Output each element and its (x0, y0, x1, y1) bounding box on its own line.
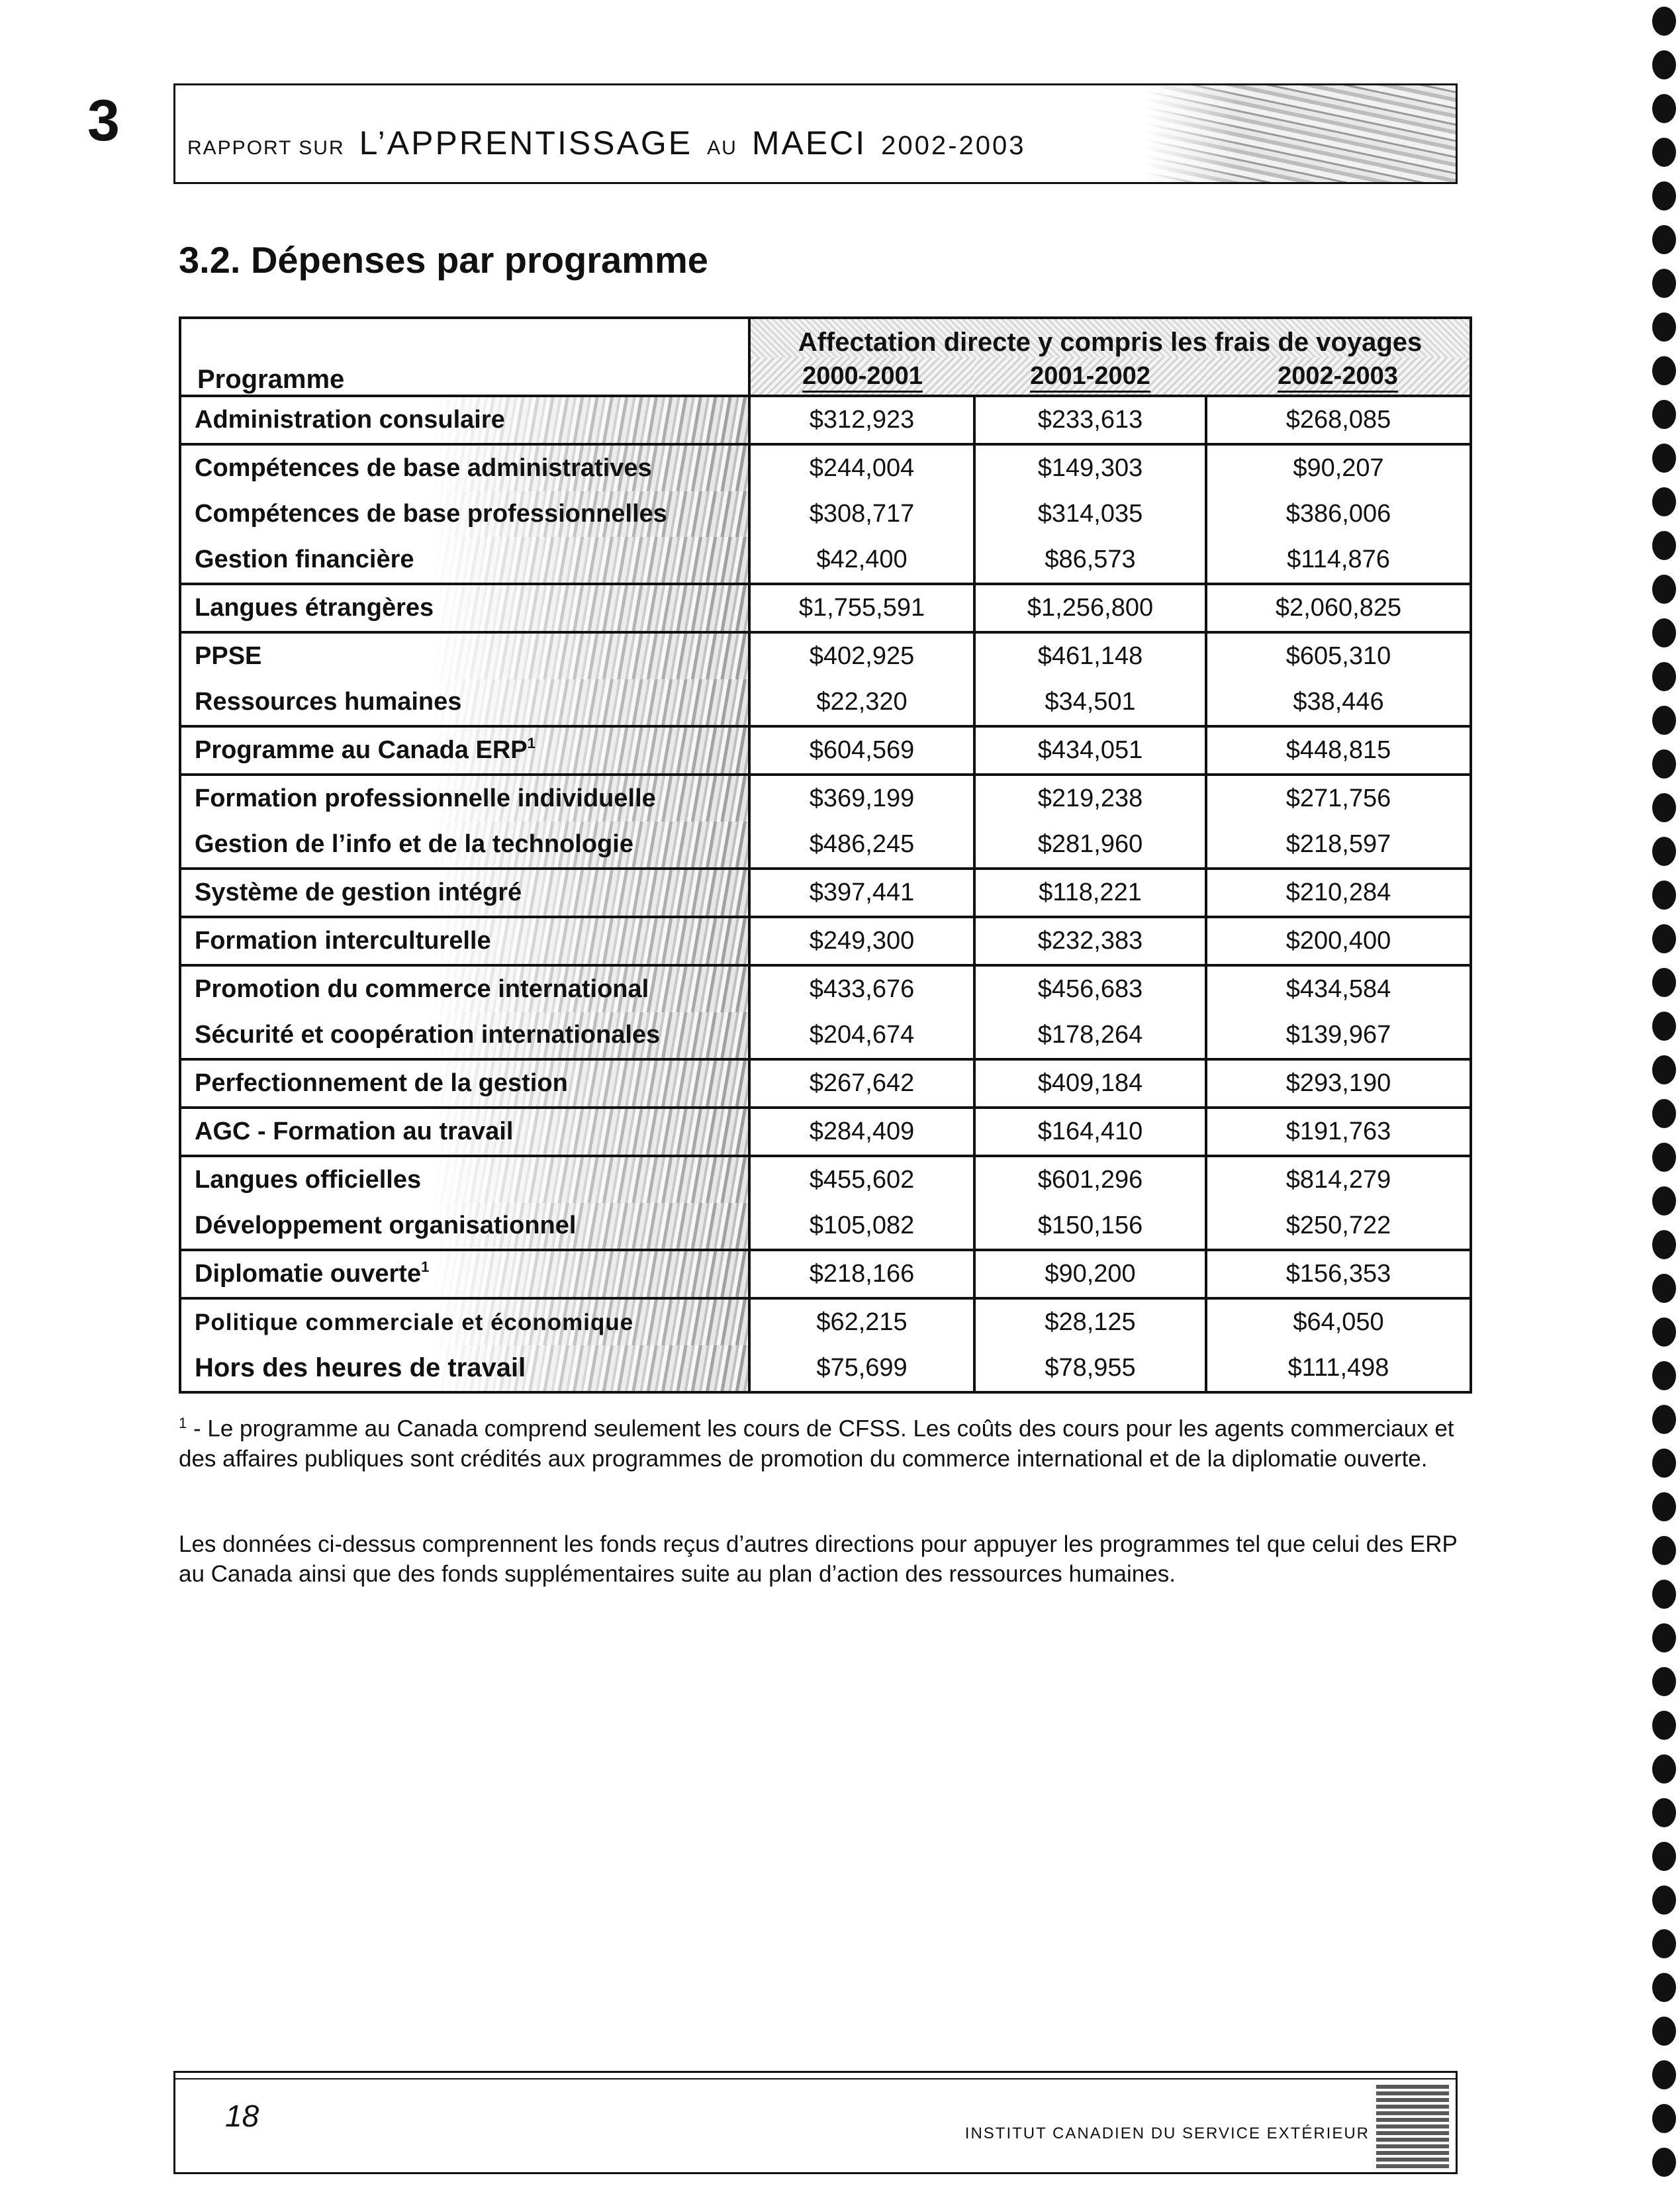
binder-hole (1652, 356, 1676, 385)
amount-cell: $118,221 (974, 869, 1206, 917)
program-name: Développement organisationnel (195, 1212, 577, 1239)
amount-cell: $461,148 (974, 632, 1206, 679)
program-name: Programme au Canada ERP (195, 736, 528, 764)
report-title (187, 124, 1025, 162)
amount-cell: $244,004 (749, 444, 974, 491)
amount-cell: $75,699 (749, 1345, 974, 1392)
allocation-group-header: Affectation directe y compris les frais de voyages (749, 318, 1471, 358)
amount-cell: $456,683 (974, 965, 1206, 1012)
amount-cell: $86,573 (974, 537, 1206, 584)
amount-cell: $604,569 (749, 726, 974, 775)
year-header-label: 2001-2002 (1030, 362, 1150, 393)
binder-hole (1652, 181, 1676, 211)
program-name: Gestion financière (195, 546, 414, 573)
binder-hole (1652, 924, 1676, 953)
amount-cell: $200,400 (1206, 917, 1471, 965)
binder-hole (1652, 225, 1676, 254)
binder-hole (1652, 2060, 1676, 2089)
table-row (180, 1108, 1471, 1156)
program-name-cell (180, 1250, 749, 1298)
table-row (180, 1059, 1471, 1108)
year-header (749, 358, 974, 396)
binder-hole (1652, 7, 1676, 36)
program-name: Politique commerciale et économique (195, 1309, 634, 1335)
table-row (180, 1203, 1471, 1250)
amount-cell: $78,955 (974, 1345, 1206, 1392)
amount-cell: $601,296 (974, 1156, 1206, 1203)
amount-cell: $434,051 (974, 726, 1206, 775)
amount-cell: $281,960 (974, 822, 1206, 869)
amount-cell: $268,085 (1206, 396, 1471, 444)
table-row (180, 1250, 1471, 1298)
program-name-cell (180, 869, 749, 917)
amount-cell: $402,925 (749, 632, 974, 679)
table-row (180, 679, 1471, 726)
table-row (180, 726, 1471, 775)
binder-hole (1652, 312, 1676, 342)
program-name: AGC - Formation au travail (195, 1118, 514, 1145)
binder-hole (1652, 1536, 1676, 1565)
binder-hole (1652, 881, 1676, 910)
binder-hole (1652, 1580, 1676, 1609)
table-row (180, 584, 1471, 632)
amount-cell: $2,060,825 (1206, 584, 1471, 632)
title-org: MAECI (751, 124, 867, 162)
program-name: Hors des heures de travail (195, 1353, 526, 1382)
program-name-cell (180, 1059, 749, 1108)
program-name-cell (180, 965, 749, 1012)
program-name: Gestion de l’info et de la technologie (195, 830, 633, 858)
program-name-cell (180, 632, 749, 679)
binder-hole (1652, 2104, 1676, 2133)
amount-cell: $218,597 (1206, 822, 1471, 869)
amount-cell: $312,923 (749, 396, 974, 444)
binder-hole (1652, 793, 1676, 822)
binder-hole (1652, 1842, 1676, 1871)
table-row (180, 396, 1471, 444)
table-row (180, 1298, 1471, 1345)
year-header-label: 2000-2001 (802, 362, 923, 393)
title-prefix: RAPPORT SUR (187, 137, 345, 159)
amount-cell: $204,674 (749, 1012, 974, 1059)
amount-cell: $105,082 (749, 1203, 974, 1250)
amount-cell: $486,245 (749, 822, 974, 869)
program-name-cell (180, 1156, 749, 1203)
amount-cell: $250,722 (1206, 1203, 1471, 1250)
amount-cell: $293,190 (1206, 1059, 1471, 1108)
binder-hole (1652, 1711, 1676, 1740)
report-header (173, 83, 1458, 184)
expenses-table (179, 316, 1472, 1394)
title-au: AU (707, 137, 737, 159)
amount-cell: $605,310 (1206, 632, 1471, 679)
program-name-cell (180, 1298, 749, 1345)
table-body (180, 396, 1471, 1392)
footnote-marker: 1 (179, 1415, 187, 1431)
binder-hole (1652, 749, 1676, 779)
program-name: Langues officielles (195, 1166, 422, 1194)
program-name-cell (180, 679, 749, 726)
amount-cell: $149,303 (974, 444, 1206, 491)
amount-cell: $434,584 (1206, 965, 1471, 1012)
program-name: Diplomatie ouverte (195, 1260, 422, 1288)
binder-hole (1652, 1361, 1676, 1390)
binder-hole (1652, 487, 1676, 516)
page-footer (173, 2071, 1458, 2174)
table-row (180, 1345, 1471, 1392)
binder-hole (1652, 1623, 1676, 1652)
program-name-cell (180, 1012, 749, 1059)
program-name-cell (180, 1108, 749, 1156)
amount-cell: $386,006 (1206, 491, 1471, 537)
amount-cell: $28,125 (974, 1298, 1206, 1345)
binder-hole (1652, 1230, 1676, 1259)
amount-cell: $433,676 (749, 965, 974, 1012)
amount-cell: $233,613 (974, 396, 1206, 444)
title-main: L’APPRENTISSAGE (359, 124, 693, 162)
binder-hole (1652, 837, 1676, 866)
program-name-cell (180, 537, 749, 584)
amount-cell: $232,383 (974, 917, 1206, 965)
amount-cell: $314,035 (974, 491, 1206, 537)
binder-hole (1652, 50, 1676, 79)
funding-note: Les données ci-dessus comprennent les fonds reçus d’autres directions pour appuyer les programmes tel que celui des ERP au Canada ainsi que des fonds supplémentaires suite au plan d’action des ressources humaines. (179, 1531, 1458, 1587)
amount-cell: $448,815 (1206, 726, 1471, 775)
chapter-number: 3 (87, 87, 120, 153)
amount-cell: $1,755,591 (749, 584, 974, 632)
amount-cell: $249,300 (749, 917, 974, 965)
amount-cell: $271,756 (1206, 775, 1471, 822)
amount-cell: $178,264 (974, 1012, 1206, 1059)
amount-cell: $111,498 (1206, 1345, 1471, 1392)
binder-hole (1652, 1186, 1676, 1216)
binder-hole (1652, 138, 1676, 167)
program-name: Sécurité et coopération internationales (195, 1021, 661, 1049)
binder-hole (1652, 1143, 1676, 1172)
table-row (180, 444, 1471, 491)
binder-hole (1652, 1929, 1676, 1958)
binder-hole (1652, 662, 1676, 691)
amount-cell: $90,207 (1206, 444, 1471, 491)
binder-hole (1652, 1405, 1676, 1434)
amount-cell: $210,284 (1206, 869, 1471, 917)
amount-cell: $455,602 (749, 1156, 974, 1203)
binder-hole (1652, 1012, 1676, 1041)
amount-cell: $38,446 (1206, 679, 1471, 726)
binder-hole (1652, 968, 1676, 997)
amount-cell: $22,320 (749, 679, 974, 726)
table-row (180, 1012, 1471, 1059)
program-name-cell (180, 1203, 749, 1250)
binder-hole (1652, 94, 1676, 123)
amount-cell: $267,642 (749, 1059, 974, 1108)
program-name-cell (180, 491, 749, 537)
binder-holes (1652, 7, 1677, 2191)
amount-cell: $814,279 (1206, 1156, 1471, 1203)
binder-hole (1652, 1274, 1676, 1303)
amount-cell: $64,050 (1206, 1298, 1471, 1345)
table-row (180, 537, 1471, 584)
binder-hole (1652, 1667, 1676, 1696)
binder-hole (1652, 269, 1676, 298)
amount-cell: $191,763 (1206, 1108, 1471, 1156)
program-name-cell (180, 822, 749, 869)
program-name: Compétences de base administratives (195, 454, 652, 482)
amount-cell: $218,166 (749, 1250, 974, 1298)
binder-hole (1652, 1099, 1676, 1128)
amount-cell: $90,200 (974, 1250, 1206, 1298)
footnote-ref: 1 (421, 1259, 430, 1275)
program-name-cell (180, 917, 749, 965)
header-photo-image (1144, 85, 1456, 182)
binder-hole (1652, 1754, 1676, 1784)
footnote-text: - Le programme au Canada comprend seulement les cours de CFSS. Les coûts des cours pour les agents commerciaux et des affaires publiques sont crédités aux programmes de promotion du commerce international et de la diplomatie ouverte. (179, 1415, 1454, 1472)
page-number: 18 (225, 2099, 259, 2133)
amount-cell: $34,501 (974, 679, 1206, 726)
program-name: Formation interculturelle (195, 927, 491, 955)
amount-cell: $308,717 (749, 491, 974, 537)
program-name: Compétences de base professionnelles (195, 500, 667, 528)
footer-rule (175, 2078, 1456, 2079)
program-name-cell (180, 775, 749, 822)
amount-cell: $1,256,800 (974, 584, 1206, 632)
footer-organization: INSTITUT CANADIEN DU SERVICE EXTÉRIEUR (964, 2124, 1370, 2142)
footnote (179, 1408, 1470, 1474)
binder-hole (1652, 618, 1676, 647)
table-row (180, 869, 1471, 917)
year-header-label: 2002-2003 (1278, 362, 1398, 393)
title-years: 2002-2003 (881, 131, 1026, 160)
program-name-cell (180, 1345, 749, 1392)
program-name-cell (180, 726, 749, 775)
amount-cell: $139,967 (1206, 1012, 1471, 1059)
program-name: Promotion du commerce international (195, 975, 649, 1003)
binder-hole (1652, 1798, 1676, 1827)
table-row (180, 822, 1471, 869)
binder-hole (1652, 1886, 1676, 1915)
binder-hole (1652, 531, 1676, 560)
program-name: Ressources humaines (195, 688, 462, 716)
year-header (974, 358, 1206, 396)
table-row (180, 632, 1471, 679)
table-row (180, 1156, 1471, 1203)
footnote-ref: 1 (527, 735, 536, 751)
binder-hole (1652, 444, 1676, 473)
institute-logo-icon (1376, 2082, 1449, 2168)
section-title: 3.2. Dépenses par programme (179, 239, 708, 281)
program-name: Perfectionnement de la gestion (195, 1069, 568, 1097)
binder-hole (1652, 575, 1676, 604)
amount-cell: $114,876 (1206, 537, 1471, 584)
program-name: Formation professionnelle individuelle (195, 785, 656, 812)
binder-hole (1652, 1449, 1676, 1478)
amount-cell: $219,238 (974, 775, 1206, 822)
amount-cell: $156,353 (1206, 1250, 1471, 1298)
program-name-cell (180, 396, 749, 444)
table-row (180, 775, 1471, 822)
program-name: Administration consulaire (195, 406, 505, 434)
table-row (180, 965, 1471, 1012)
program-name-cell (180, 444, 749, 491)
binder-hole (1652, 2017, 1676, 2046)
binder-hole (1652, 1492, 1676, 1521)
amount-cell: $62,215 (749, 1298, 974, 1345)
program-name: Système de gestion intégré (195, 879, 522, 906)
binder-hole (1652, 706, 1676, 735)
program-column-header: Programme (180, 318, 749, 396)
program-name: PPSE (195, 642, 262, 670)
table-row (180, 917, 1471, 965)
binder-hole (1652, 2148, 1676, 2177)
binder-hole (1652, 1055, 1676, 1084)
amount-cell: $284,409 (749, 1108, 974, 1156)
binder-hole (1652, 1317, 1676, 1347)
year-header (1206, 358, 1471, 396)
amount-cell: $397,441 (749, 869, 974, 917)
amount-cell: $164,410 (974, 1108, 1206, 1156)
program-name-cell (180, 584, 749, 632)
program-name: Langues étrangères (195, 594, 434, 622)
amount-cell: $369,199 (749, 775, 974, 822)
binder-hole (1652, 1973, 1676, 2002)
binder-hole (1652, 400, 1676, 429)
table-row (180, 491, 1471, 537)
amount-cell: $409,184 (974, 1059, 1206, 1108)
amount-cell: $150,156 (974, 1203, 1206, 1250)
amount-cell: $42,400 (749, 537, 974, 584)
